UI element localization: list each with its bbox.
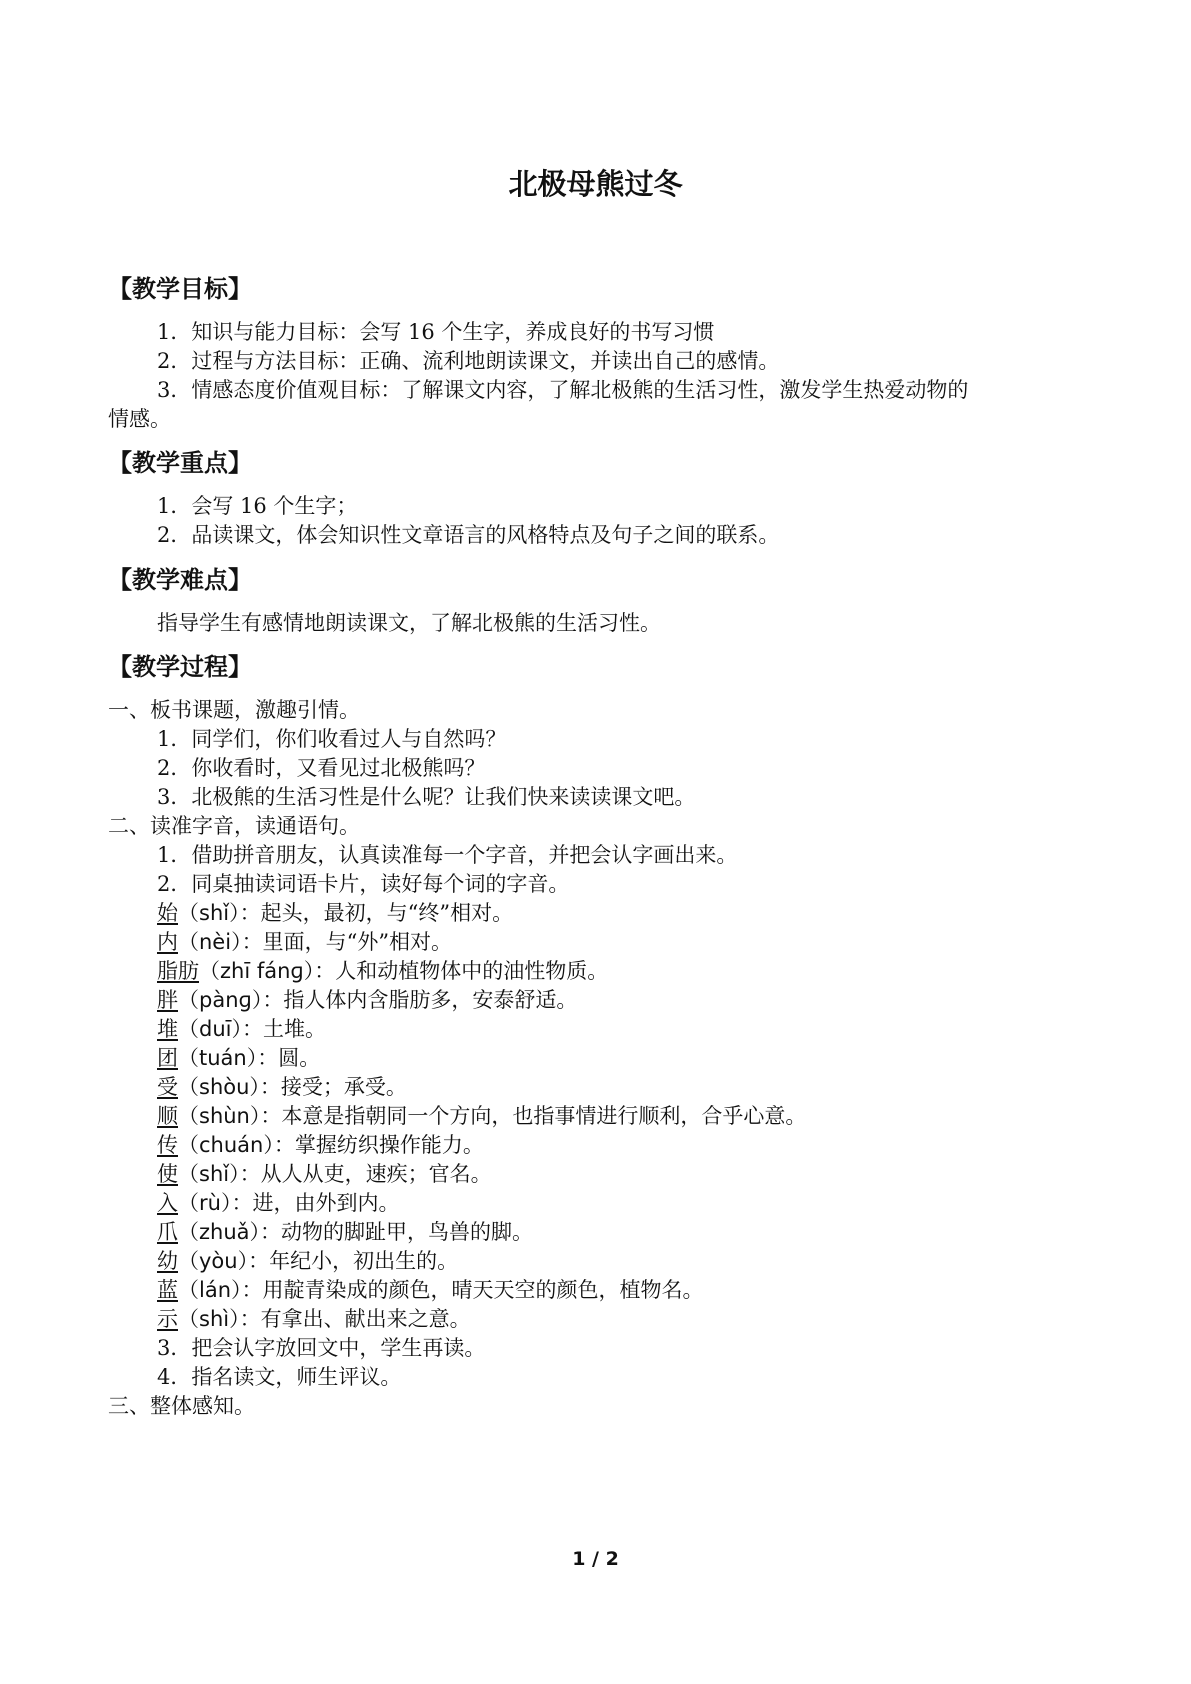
vocab-entry — [157, 1101, 806, 1131]
vocab-pinyin: （tuán） — [178, 1046, 258, 1070]
vocab-word: 受 — [157, 1075, 178, 1099]
difficulty-item-1: 指导学生有感情地朗读课文，了解北极熊的生活习性。 — [157, 611, 661, 635]
key-point-item-1: 1．会写 16 个生字； — [157, 494, 358, 518]
vocab-pinyin: （shǐ） — [178, 901, 240, 925]
process-part3-title: 三、整体感知。 — [108, 1394, 255, 1418]
process-part1-item-3: 3．北极熊的生活习性是什么呢？让我们快来读读课文吧。 — [157, 785, 696, 809]
process-part1-item-2: 2．你收看时，又看见过北极熊吗？ — [157, 756, 486, 780]
heading-teaching-process: 【教学过程】 — [108, 653, 252, 681]
vocab-entry — [157, 985, 577, 1015]
vocab-definition: ：从人从吏，速疾；官名。 — [239, 1162, 492, 1186]
vocab-word: 内 — [157, 930, 178, 954]
vocab-definition: ：动物的脚趾甲，鸟兽的脚。 — [260, 1220, 534, 1244]
vocab-definition: ：接受；承受。 — [259, 1075, 407, 1099]
page-number: 1 / 2 — [572, 1548, 619, 1570]
vocab-entry — [157, 1246, 458, 1276]
vocab-pinyin: （nèi） — [178, 930, 242, 954]
vocab-pinyin: （pànɡ） — [178, 988, 263, 1012]
vocab-definition: ：里面，与“外”相对。 — [241, 930, 453, 954]
vocab-pinyin: （rù） — [178, 1191, 232, 1215]
vocab-entry — [157, 898, 513, 928]
vocab-word: 团 — [157, 1046, 178, 1070]
vocab-entry — [157, 1275, 704, 1305]
vocab-word: 蓝 — [157, 1278, 178, 1302]
vocab-pinyin: （chuán） — [178, 1133, 274, 1157]
vocab-entry — [157, 1130, 484, 1160]
vocab-pinyin: （shì） — [178, 1307, 240, 1331]
vocab-pinyin: （shùn） — [178, 1104, 261, 1128]
heading-key-points: 【教学重点】 — [108, 449, 252, 477]
vocab-word: 使 — [157, 1162, 178, 1186]
process-part1-title: 一、板书课题，激趣引情。 — [108, 698, 360, 722]
goal-item-2: 2．过程与方法目标：正确、流利地朗读课文，并读出自己的感情。 — [157, 349, 780, 373]
heading-difficulties: 【教学难点】 — [108, 566, 252, 594]
vocab-pinyin: （zhī fánɡ） — [199, 959, 315, 983]
vocab-entry — [157, 1159, 492, 1189]
vocab-entry — [157, 1014, 326, 1044]
vocab-word: 示 — [157, 1307, 178, 1331]
vocab-entry — [157, 1072, 407, 1102]
vocab-entry — [157, 1304, 471, 1334]
vocab-word: 脂肪 — [157, 959, 199, 983]
process-part2-title: 二、读准字音，读通语句。 — [108, 814, 360, 838]
vocab-definition: ：圆。 — [257, 1046, 321, 1070]
page-title: 北极母熊过冬 — [508, 167, 683, 201]
vocab-pinyin: （zhuǎ） — [178, 1220, 261, 1244]
vocab-word: 始 — [157, 901, 178, 925]
vocab-entry — [157, 956, 608, 986]
vocab-definition: ：年纪小，初出生的。 — [248, 1249, 459, 1273]
vocab-word: 爪 — [157, 1220, 178, 1244]
vocab-entry — [157, 927, 452, 957]
vocab-entry — [157, 1217, 533, 1247]
key-point-item-2: 2．品读课文，体会知识性文章语言的风格特点及句子之间的联系。 — [157, 523, 780, 547]
vocab-entry — [157, 1188, 399, 1218]
vocab-word: 堆 — [157, 1017, 178, 1041]
vocab-word: 入 — [157, 1191, 178, 1215]
vocab-pinyin: （shòu） — [178, 1075, 260, 1099]
vocab-definition: ：土堆。 — [241, 1017, 326, 1041]
vocab-definition: ：掌握纺织操作能力。 — [273, 1133, 484, 1157]
process-part2-item-1: 1．借助拼音朋友，认真读准每一个字音，并把会认字画出来。 — [157, 843, 738, 867]
process-part2-item-3: 3．把会认字放回文中，学生再读。 — [157, 1336, 486, 1360]
vocab-word: 幼 — [157, 1249, 178, 1273]
vocab-pinyin: （lán） — [178, 1278, 242, 1302]
vocab-pinyin: （duī） — [178, 1017, 242, 1041]
vocab-definition: ：有拿出、献出来之意。 — [239, 1307, 471, 1331]
vocab-word: 传 — [157, 1133, 178, 1157]
vocab-entry — [157, 1043, 320, 1073]
process-part1-item-1: 1．同学们，你们收看过人与自然吗？ — [157, 727, 507, 751]
vocab-definition: ：进，由外到内。 — [231, 1191, 400, 1215]
heading-teaching-goals: 【教学目标】 — [108, 275, 252, 303]
process-part2-item-2: 2．同桌抽读词语卡片，读好每个词的字音。 — [157, 872, 570, 896]
vocab-definition: ：起头，最初，与“终”相对。 — [239, 901, 514, 925]
goal-item-3: 3．情感态度价值观目标：了解课文内容，了解北极熊的生活习性，激发学生热爱动物的 — [157, 378, 969, 402]
vocab-word: 胖 — [157, 988, 178, 1012]
vocab-pinyin: （yòu） — [178, 1249, 249, 1273]
vocab-definition: ：人和动植物体中的油性物质。 — [314, 959, 609, 983]
process-part2-item-4: 4．指名读文，师生评议。 — [157, 1365, 402, 1389]
vocab-pinyin: （shǐ） — [178, 1162, 240, 1186]
goal-item-3-continued: 情感。 — [108, 407, 171, 431]
vocab-definition: ：用靛青染成的颜色，晴天天空的颜色，植物名。 — [241, 1278, 704, 1302]
vocab-word: 顺 — [157, 1104, 178, 1128]
vocab-definition: ：本意是指朝同一个方向，也指事情进行顺利，合乎心意。 — [260, 1104, 807, 1128]
goal-item-1: 1．知识与能力目标：会写 16 个生字，养成良好的书写习惯 — [157, 320, 715, 344]
vocab-definition: ：指人体内含脂肪多，安泰舒适。 — [262, 988, 578, 1012]
